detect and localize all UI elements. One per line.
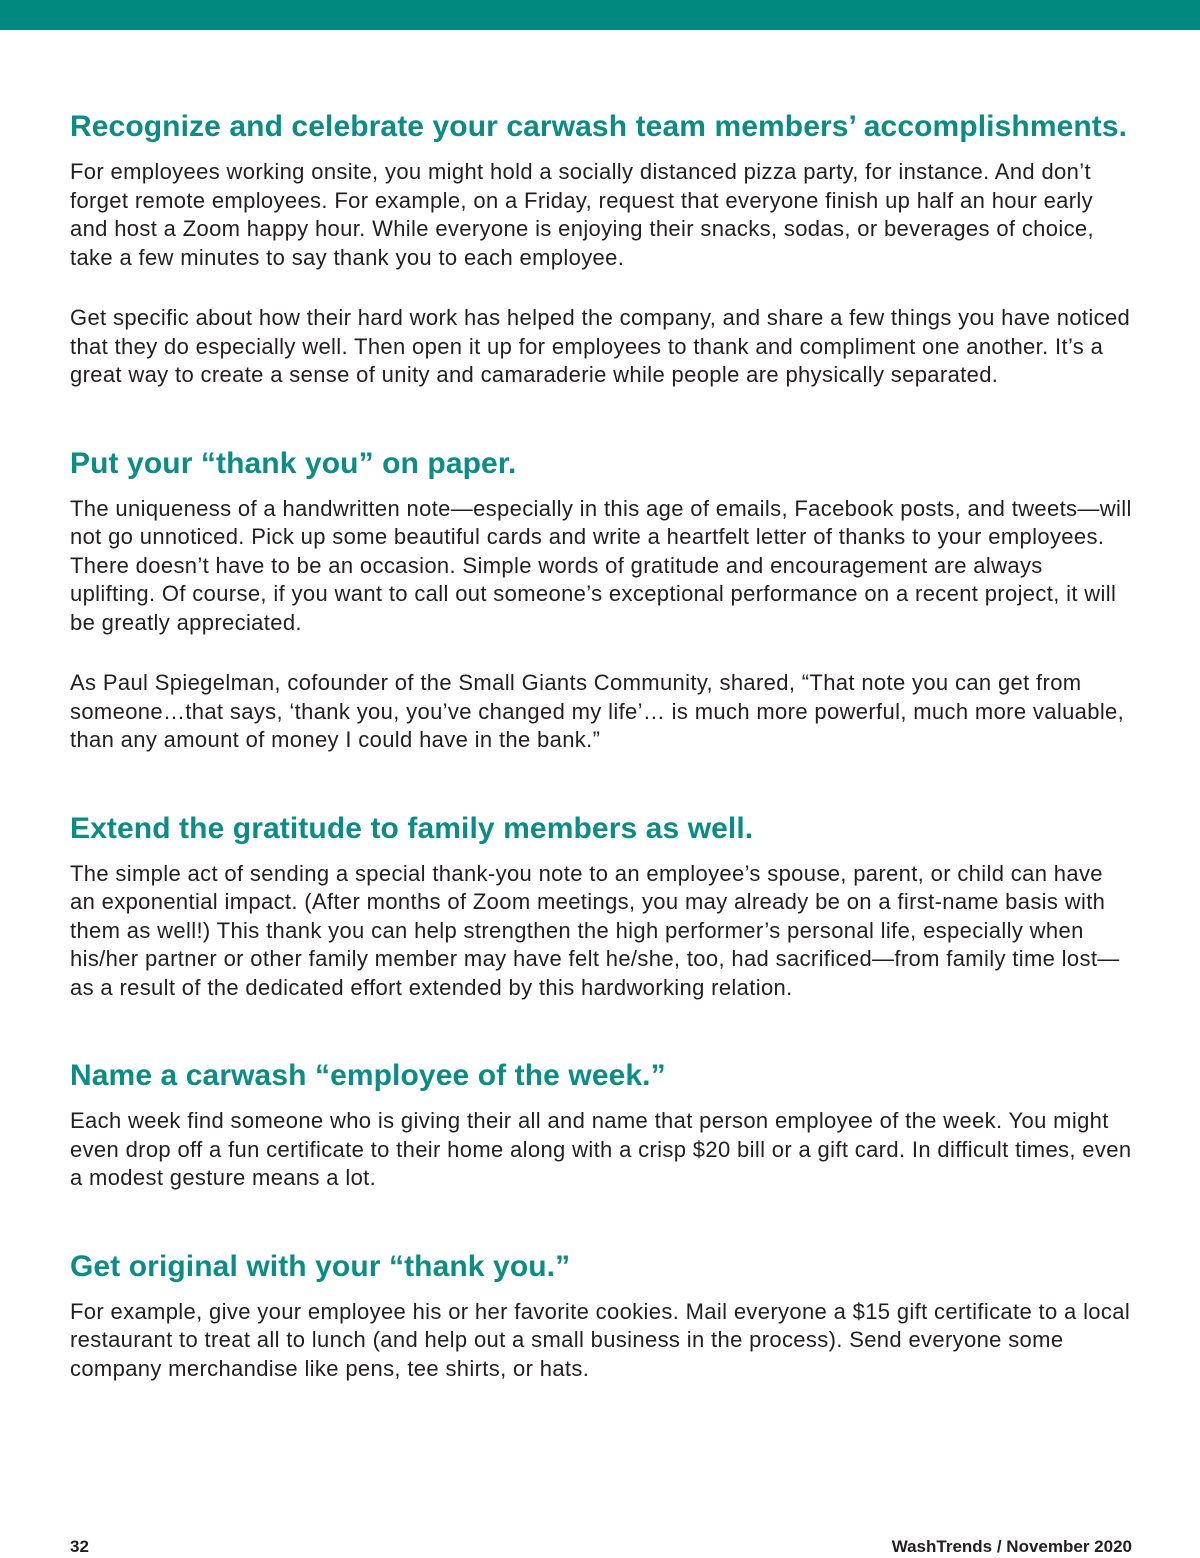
section-heading: Recognize and celebrate your carwash team members’ accomplishments. [70,110,1128,143]
section-paragraph: As Paul Spiegelman, cofounder of the Small Giants Community, shared, “That note you can get from someone…that says, ‘thank you, you’ve changed my life’… is much more powerful, much more valuable, than any amount of money I could have in the bank.” [70,670,1125,752]
section-paragraph: For example, give your employee his or her favorite cookies. Mail everyone a $15 gift certificate to a local restaurant to treat all to lunch (and help out a small business in the process). Send everyone some company merchandise like pens, tee shirts, or hats. [70,1298,1131,1381]
top-accent-bar [0,0,1200,30]
page-footer [70,1536,1132,1558]
section-paragraph: The simple act of sending a special thank-you note to an employee’s spouse, parent, or child can have an exponential impact. (After months of Zoom meetings, you may already be on a first-name basis with them as well!) This thank you can help strengthen the high performer’s personal life, especially when his/her partner or other family member may have felt he/she, too, had sacrificed—from family time lost—as a result of the dedicated effort extended by this hardworking relation. [70,860,1120,1000]
section-heading: Name a carwash “employee of the week.” [70,1059,666,1092]
article-body [70,108,1132,1383]
page-number: 32 [70,1537,89,1556]
section-recognize-celebrate [70,108,1132,390]
section-heading: Get original with your “thank you.” [70,1249,571,1283]
section-original-thank-you [70,1248,1132,1384]
section-heading: Put your “thank you” on paper. [70,446,517,480]
section-heading: Extend the gratitude to family members as well. [70,811,754,845]
section-paragraph: Each week find someone who is giving their all and name that person employee of the week. You might even drop off a fun certificate to their home along with a crisp $20 bill or a gift card. In difficult times, even a modest gesture means a lot. [70,1108,1132,1190]
section-thank-you-paper [70,445,1132,755]
section-paragraph: The uniqueness of a handwritten note—especially in this age of emails, Facebook posts, and tweets—will not go unnoticed. Pick up some beautiful cards and write a heartfelt letter of thanks to your employees. There doesn’t have to be an occasion. Simple words of gratitude and encouragement are always uplifting. Of course, if you want to call out someone’s exceptional performance on a recent project, it will be greatly appreciated. [70,495,1132,635]
publication-credit: WashTrends / November 2020 [891,1537,1132,1556]
section-employee-of-week [70,1057,1132,1193]
section-paragraph: Get specific about how their hard work has helped the company, and share a few things you have noticed that they do especially well. Then open it up for employees to thank and compliment one another. It’s a great way to create a sense of unity and camaraderie while people are physically separated. [70,305,1131,387]
section-family-gratitude [70,810,1132,1003]
section-paragraph: For employees working onsite, you might hold a socially distanced pizza party, for instance. And don’t forget remote employees. For example, on a Friday, request that everyone finish up half an hour early and host a Zoom happy hour. While everyone is enjoying their snacks, sodas, or beverages of choice, take a few minutes to say thank you to each employee. [70,159,1094,270]
